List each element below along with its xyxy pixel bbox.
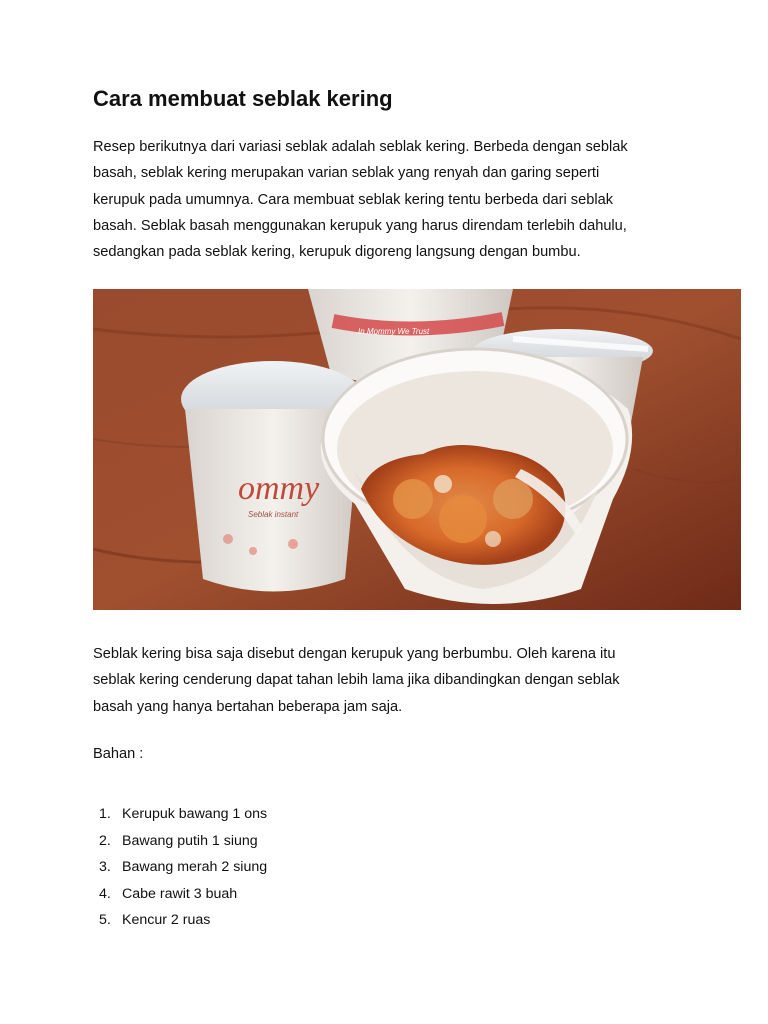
list-item-text: Kencur 2 ruas [122,912,211,928]
paragraph-line: basah, seblak kering merupakan varian seblak yang renyah dan garing seperti [93,165,600,182]
list-item-text: Cabe rawit 3 buah [122,885,238,902]
list-item-text: Bawang merah 2 siung [122,859,268,875]
list-item [93,881,267,908]
list-number: 5. [99,912,111,928]
cup-subtitle: Seblak instant [248,510,299,519]
list-item [93,801,267,828]
list-number: 3. [99,859,111,875]
seblak-photo [93,289,741,610]
paragraph-line: basah. Seblak basah menggunakan kerupuk yang harus direndam terlebih dahulu, [93,217,627,234]
ingredients-list [93,801,267,934]
paragraph-line: Seblak kering bisa saja disebut dengan kerupuk yang berbumbu. Oleh karena itu [93,646,616,662]
list-item [93,854,267,881]
list-number: 1. [99,806,111,822]
cup-tagline: In Mommy We Trust [358,327,430,336]
ingredients-heading: Bahan : [93,746,144,762]
list-number: 4. [99,885,111,902]
cup-brand: ommy [238,470,320,507]
list-number: 2. [99,832,111,849]
paragraph-line: seblak kering cenderung dapat tahan lebih lama jika dibandingkan dengan seblak [93,672,620,689]
list-item [93,907,267,934]
list-item [93,828,267,855]
description-paragraph [93,641,620,720]
paragraph-line: basah yang hanya bertahan beberapa jam saja. [93,698,403,715]
paragraph-line: kerupuk pada umumnya. Cara membuat seblak kering tentu berbeda dari seblak [93,191,613,208]
intro-paragraph [93,134,628,265]
list-item-text: Bawang putih 1 siung [122,832,258,849]
paragraph-line: Resep berikutnya dari variasi seblak adalah seblak kering. Berbeda dengan seblak [93,139,628,155]
article-title: Cara membuat seblak kering [93,86,393,111]
list-item-text: Kerupuk bawang 1 ons [122,806,268,822]
paragraph-line: sedangkan pada seblak kering, kerupuk digoreng langsung dengan bumbu. [93,244,581,261]
